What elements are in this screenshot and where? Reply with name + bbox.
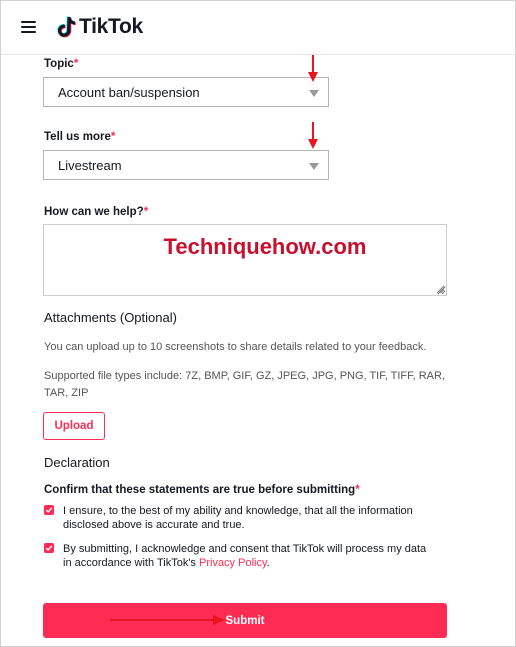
topic-label	[44, 58, 78, 70]
help-label	[44, 206, 148, 218]
watermark-text: Techniquehow.com	[163, 234, 367, 259]
accuracy-checkbox[interactable]	[44, 505, 54, 515]
top-bar	[1, 1, 515, 55]
required-mark: *	[143, 206, 149, 218]
declaration-item	[44, 504, 453, 532]
accuracy-line-1: I ensure, to the best of my ability and knowledge, that all the information	[63, 505, 413, 517]
tiktok-logo[interactable]	[57, 13, 143, 41]
topic-select-value: Account ban/suspension	[58, 84, 200, 100]
upload-button[interactable]: Upload	[43, 412, 105, 440]
tell-more-select-value: Livestream	[58, 157, 122, 173]
tell-more-label-text: Tell us more	[44, 131, 111, 143]
checkmark-icon	[45, 506, 53, 514]
attachments-title: Attachments (Optional)	[44, 310, 177, 325]
dropdown-arrow-icon	[309, 163, 319, 170]
tell-more-label	[44, 131, 115, 143]
required-mark: *	[110, 131, 116, 143]
dropdown-arrow-icon	[309, 90, 319, 97]
attachments-info: You can upload up to 10 screenshots to share details related to your feedback.	[44, 341, 427, 353]
menu-icon[interactable]	[21, 21, 36, 33]
submit-button[interactable]: Submit	[43, 603, 447, 638]
checkmark-icon	[45, 544, 53, 552]
declaration-title: Declaration	[44, 455, 110, 470]
consent-statement	[63, 542, 453, 570]
resize-grip-icon[interactable]	[436, 285, 445, 294]
help-textarea[interactable]	[43, 224, 447, 296]
help-label-text: How can we help?	[44, 206, 144, 218]
brand-name: TikTok	[79, 15, 143, 38]
annotation-arrow-icon	[306, 121, 320, 151]
required-mark: *	[73, 58, 79, 70]
consent-line-1: By submitting, I acknowledge and consent that TikTok will process my data	[63, 543, 427, 555]
topic-label-text: Topic	[44, 58, 74, 70]
topic-select[interactable]	[43, 77, 329, 107]
file-types-line-2: TAR, ZIP	[44, 387, 89, 399]
required-mark: *	[355, 484, 360, 496]
consent-line-2-suffix: .	[266, 557, 270, 569]
declaration-item	[44, 542, 453, 570]
accuracy-statement	[63, 504, 453, 532]
consent-checkbox[interactable]	[44, 543, 54, 553]
file-types-line-1: Supported file types include: 7Z, BMP, GIF, GZ, JPEG, JPG, PNG, TIF, TIFF, RAR,	[44, 370, 446, 382]
accuracy-line-2: disclosed above is accurate and true.	[63, 519, 245, 531]
privacy-policy-link[interactable]: Privacy Policy	[199, 557, 267, 569]
tell-more-select[interactable]	[43, 150, 329, 180]
consent-line-2-prefix: in accordance with TikTok's	[63, 557, 199, 569]
confirm-label-text: Confirm that these statements are true before submitting	[44, 484, 356, 496]
tiktok-note-icon	[57, 15, 77, 39]
confirm-label	[44, 484, 360, 496]
